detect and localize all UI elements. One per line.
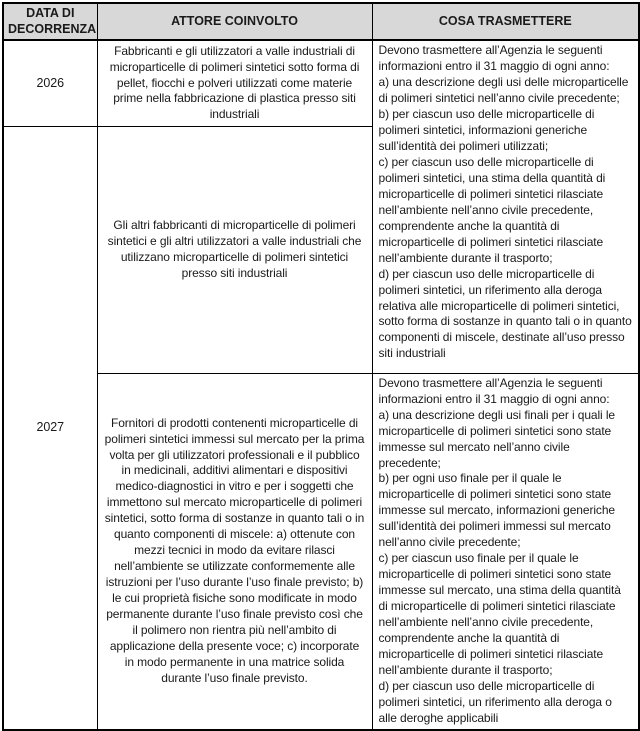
year-2026-cell: 2026 [3,40,97,126]
table-row-2026 [3,40,639,126]
microplastics-obligations-table [2,2,640,731]
header-cosa-trasmettere: COSA TRASMETTERE [372,3,639,40]
actor-other-manufacturers-cell: Gli altri fabbricanti di microparticelle di polimeri sintetici e gli altri utilizzatori a valle industriali che utilizzano microparticelle di polimeri sintetici presso siti industriali [97,126,372,373]
year-2027-cell: 2027 [3,126,97,729]
table-row-2027-suppliers [3,373,639,729]
transmit-industrial-uses-cell: Devono trasmettere all’Agenzia le seguenti informazioni entro il 31 maggio di ogni anno: a) una descrizione degli usi delle microparticelle di polimeri sintetici nell’anno civile precedente; b) per ciascun uso delle microparticelle di polimeri sintetici, informazioni generiche sull’identità dei polimeri utilizzati; c) per ciascun uso delle microparticelle di polimeri sintetici, una stima della quantità di microparticelle di polimeri sintetici rilasciate nell’ambiente nell’anno civile precedente, comprendente anche la quantità di microparticelle di polimeri sintetici rilasciate nell’ambiente durante il trasporto; d) per ciascun uso delle microparticelle di polimeri sintetici, un riferimento alla deroga relativa alle microparticelle di polimeri sintetici, sotto forma di sostanze in quanto tali o in quanto componenti di miscele, destinate all’uso presso siti industriali [372,40,639,373]
header-data-di-decorrenza: DATA DI DECORRENZA [3,3,97,40]
header-attore-coinvolto: ATTORE COINVOLTO [97,3,372,40]
transmit-market-uses-cell: Devono trasmettere all’Agenzia le seguenti informazioni entro il 31 maggio di ogni anno: a) una descrizione degli usi finali per i quali le microparticelle di polimeri sintetici sono state immesse sul mercato nell’anno civile precedente; b) per ogni uso finale per il quale le microparticelle di polimeri sintetici sono state immesse sul mercato, informazioni generiche sull’identità dei polimeri immessi sul mercato nell’anno civile precedente; c) per ciascun uso finale per il quale le microparticelle di polimeri sintetici sono state immesse sul mercato, una stima della quantità di microparticelle di polimeri sintetici rilasciate nell’ambiente nell’anno civile precedente, comprendente anche la quantità di microparticelle di polimeri sintetici rilasciate nell’ambiente durante il trasporto; d) per ciascun uso delle microparticelle di polimeri sintetici, un riferimento alla deroga o alle deroghe applicabili [372,373,639,729]
actor-pellet-manufacturers-cell: Fabbricanti e gli utilizzatori a valle industriali di microparticelle di polimeri sintetici sotto forma di pellet, fiocchi e polveri utilizzati come materie prime nella fabbricazione di plastica presso siti industriali [97,40,372,126]
actor-suppliers-cell: Fornitori di prodotti contenenti microparticelle di polimeri sintetici immessi sul mercato per la prima volta per gli utilizzatori professionali e il pubblico in medicinali, additivi alimentari e dispositivi medico-diagnostici in vitro e per i soggetti che immettono sul mercato microparticelle di polimeri sintetici, sotto forma di sostanze in quanto tali o in quanto componenti di miscele: a) ottenute con mezzi tecnici in modo da evitare rilasci nell’ambiente se utilizzate conformemente alle istruzioni per l’uso durante l’uso finale previsto; b) le cui proprietà fisiche sono modificate in modo permanente durante l’uso finale previsto così che il polimero non rientra più nell’ambito di applicazione della presente voce; c) incorporate in modo permanente in una matrice solida durante l’uso finale previsto. [97,373,372,729]
table-header-row [3,3,639,40]
